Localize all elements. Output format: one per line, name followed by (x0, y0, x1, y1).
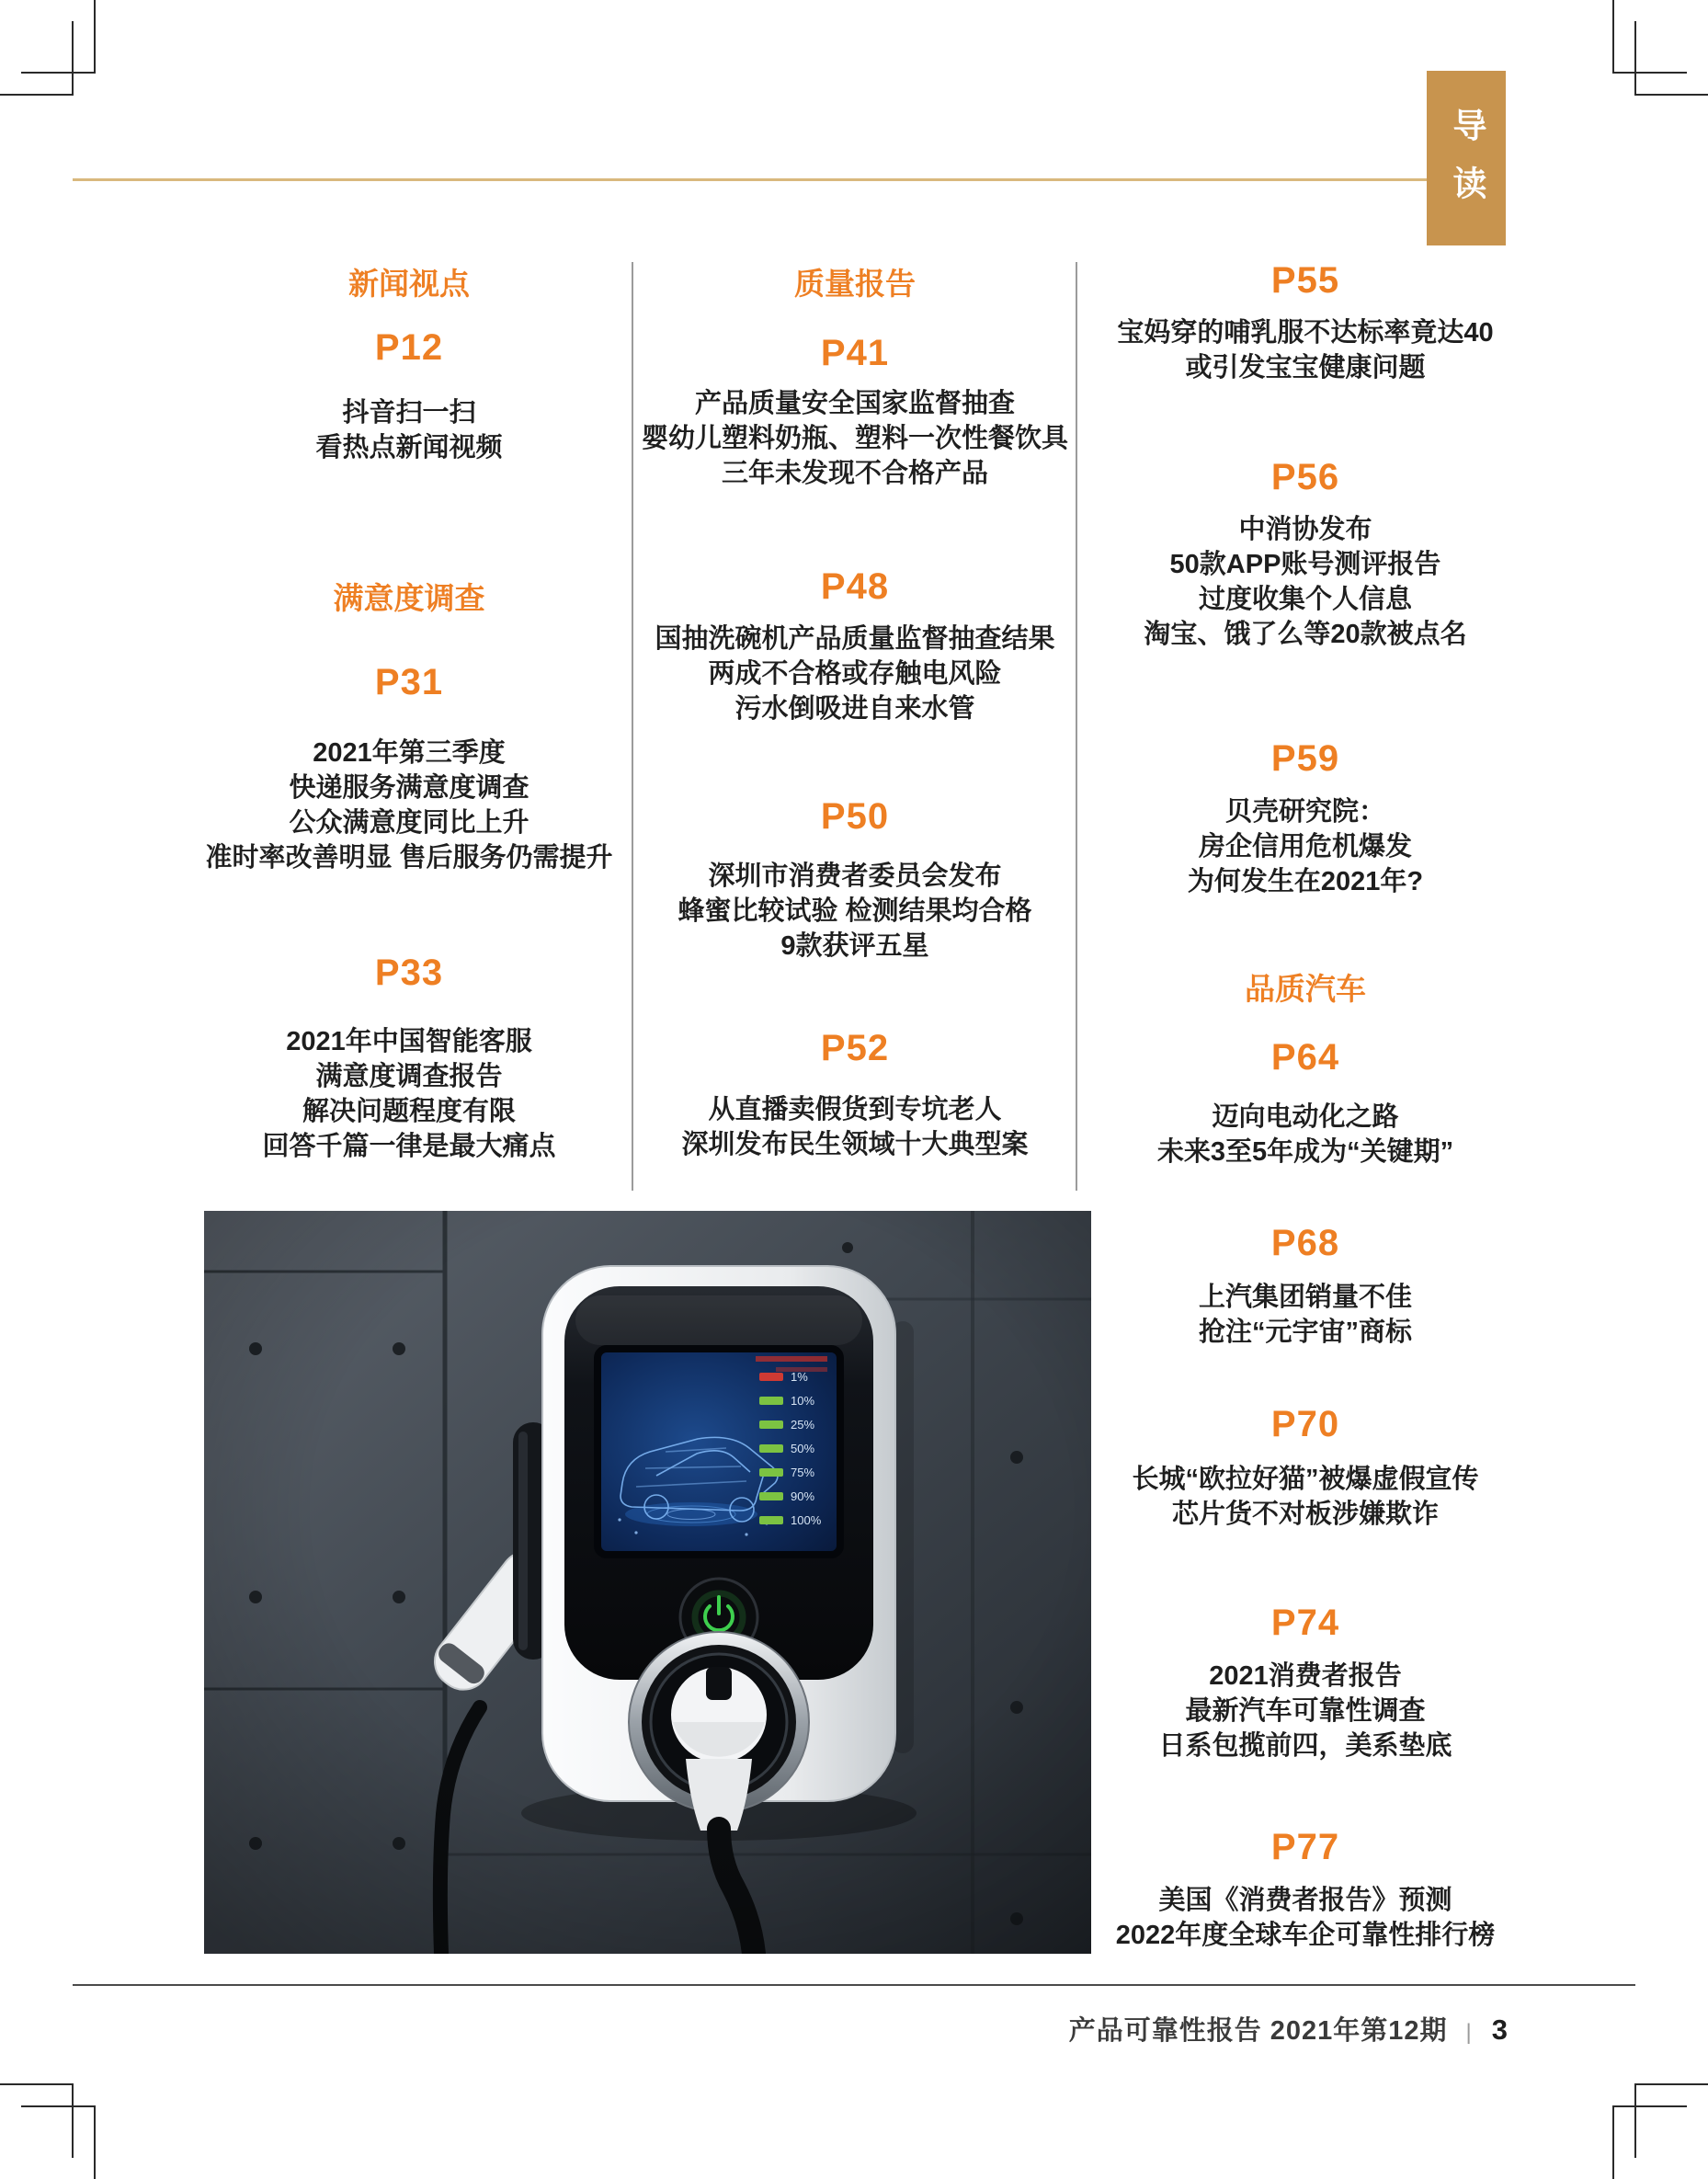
article-title: 2021消费者报告 最新汽车可靠性调查 日系包揽前四，美系垫底 (1158, 1661, 1452, 1761)
footer (1069, 2010, 1508, 2048)
section-tab-label: 导读 (1448, 108, 1486, 223)
section-header-news: 新闻视点 (348, 267, 470, 301)
footer-journal-title: 产品可靠性报告 2021年第12期 (1068, 2016, 1448, 2046)
section-header-auto: 品质汽车 (1245, 972, 1366, 1006)
section-tab-daodu (1427, 71, 1506, 245)
article-title: 从直播卖假货到专坑老人 深圳发布民生领域十大典型案 (681, 1095, 1029, 1159)
article-title: 2021年第三季度 快递服务满意度调查 公众满意度同比上升 准时率改善明显 售后服务仍需提升 (205, 738, 613, 873)
article-title: 迈向电动化之路 未来3至5年成为“关键期” (1156, 1102, 1454, 1167)
page-ref-p70: P70 (1270, 1404, 1340, 1444)
page-ref-p64: P64 (1270, 1037, 1340, 1078)
article-title: 宝妈穿的哺乳服不达标率竟达40 或引发宝宝健康问题 (1117, 318, 1494, 382)
article-title: 产品质量安全国家监督抽查 婴幼儿塑料奶瓶、塑料一次性餐饮具 三年未发现不合格产品 (641, 389, 1068, 488)
article-title: 贝壳研究院： 房企信用危机爆发 为何发生在2021年? (1187, 797, 1424, 896)
page-ref-p68: P68 (1270, 1223, 1340, 1263)
section-header-quality: 质量报告 (794, 267, 916, 301)
ev-charger-illustration (204, 1211, 1091, 1954)
article-title: 上汽集团销量不佳 抢注“元宇宙”商标 (1198, 1283, 1412, 1347)
article-title: 国抽洗碗机产品质量监督抽查结果 两成不合格或存触电风险 污水倒吸进自来水管 (655, 624, 1055, 724)
footer-separator: | (1465, 2020, 1472, 2045)
ev-charger-photo (204, 1211, 1091, 1954)
page-ref-p52: P52 (820, 1028, 890, 1068)
page-ref-p77: P77 (1270, 1827, 1340, 1867)
footer-page-number: 3 (1491, 2014, 1508, 2046)
page-ref-p74: P74 (1270, 1603, 1340, 1643)
section-header-satisfaction: 满意度调查 (333, 581, 485, 615)
crop-mark-bottom-left (0, 2083, 74, 2158)
crop-mark-bottom-right (1634, 2083, 1708, 2158)
page-ref-p50: P50 (820, 796, 890, 837)
crop-mark-top-right (1634, 21, 1708, 96)
header-rule (73, 178, 1427, 181)
page-ref-p59: P59 (1270, 738, 1340, 779)
page-ref-p31: P31 (374, 662, 444, 702)
article-title: 抖音扫一扫 看热点新闻视频 (315, 398, 503, 462)
crop-mark-top-left (0, 21, 74, 96)
page-ref-p56: P56 (1270, 457, 1340, 497)
article-title: 美国《消费者报告》预测 2022年度全球车企可靠性排行榜 (1115, 1886, 1496, 1950)
article-title: 中消协发布 50款APP账号测评报告 过度收集个人信息 淘宝、饿了么等20款被点名 (1144, 515, 1467, 649)
page-ref-p55: P55 (1270, 260, 1340, 301)
footer-rule (73, 1984, 1635, 1986)
article-title: 长城“欧拉好猫”被爆虚假宣传 芯片货不对板涉嫌欺诈 (1132, 1465, 1479, 1529)
article-title: 2021年中国智能客服 满意度调查报告 解决问题程度有限 回答千篇一律是最大痛点 (262, 1027, 556, 1161)
page-ref-p41: P41 (820, 333, 890, 373)
page-ref-p12: P12 (374, 327, 444, 368)
page-ref-p33: P33 (374, 953, 444, 993)
article-title: 深圳市消费者委员会发布 蜂蜜比较试验 检测结果均合格 9款获评五星 (678, 861, 1032, 961)
page-ref-p48: P48 (820, 566, 890, 607)
